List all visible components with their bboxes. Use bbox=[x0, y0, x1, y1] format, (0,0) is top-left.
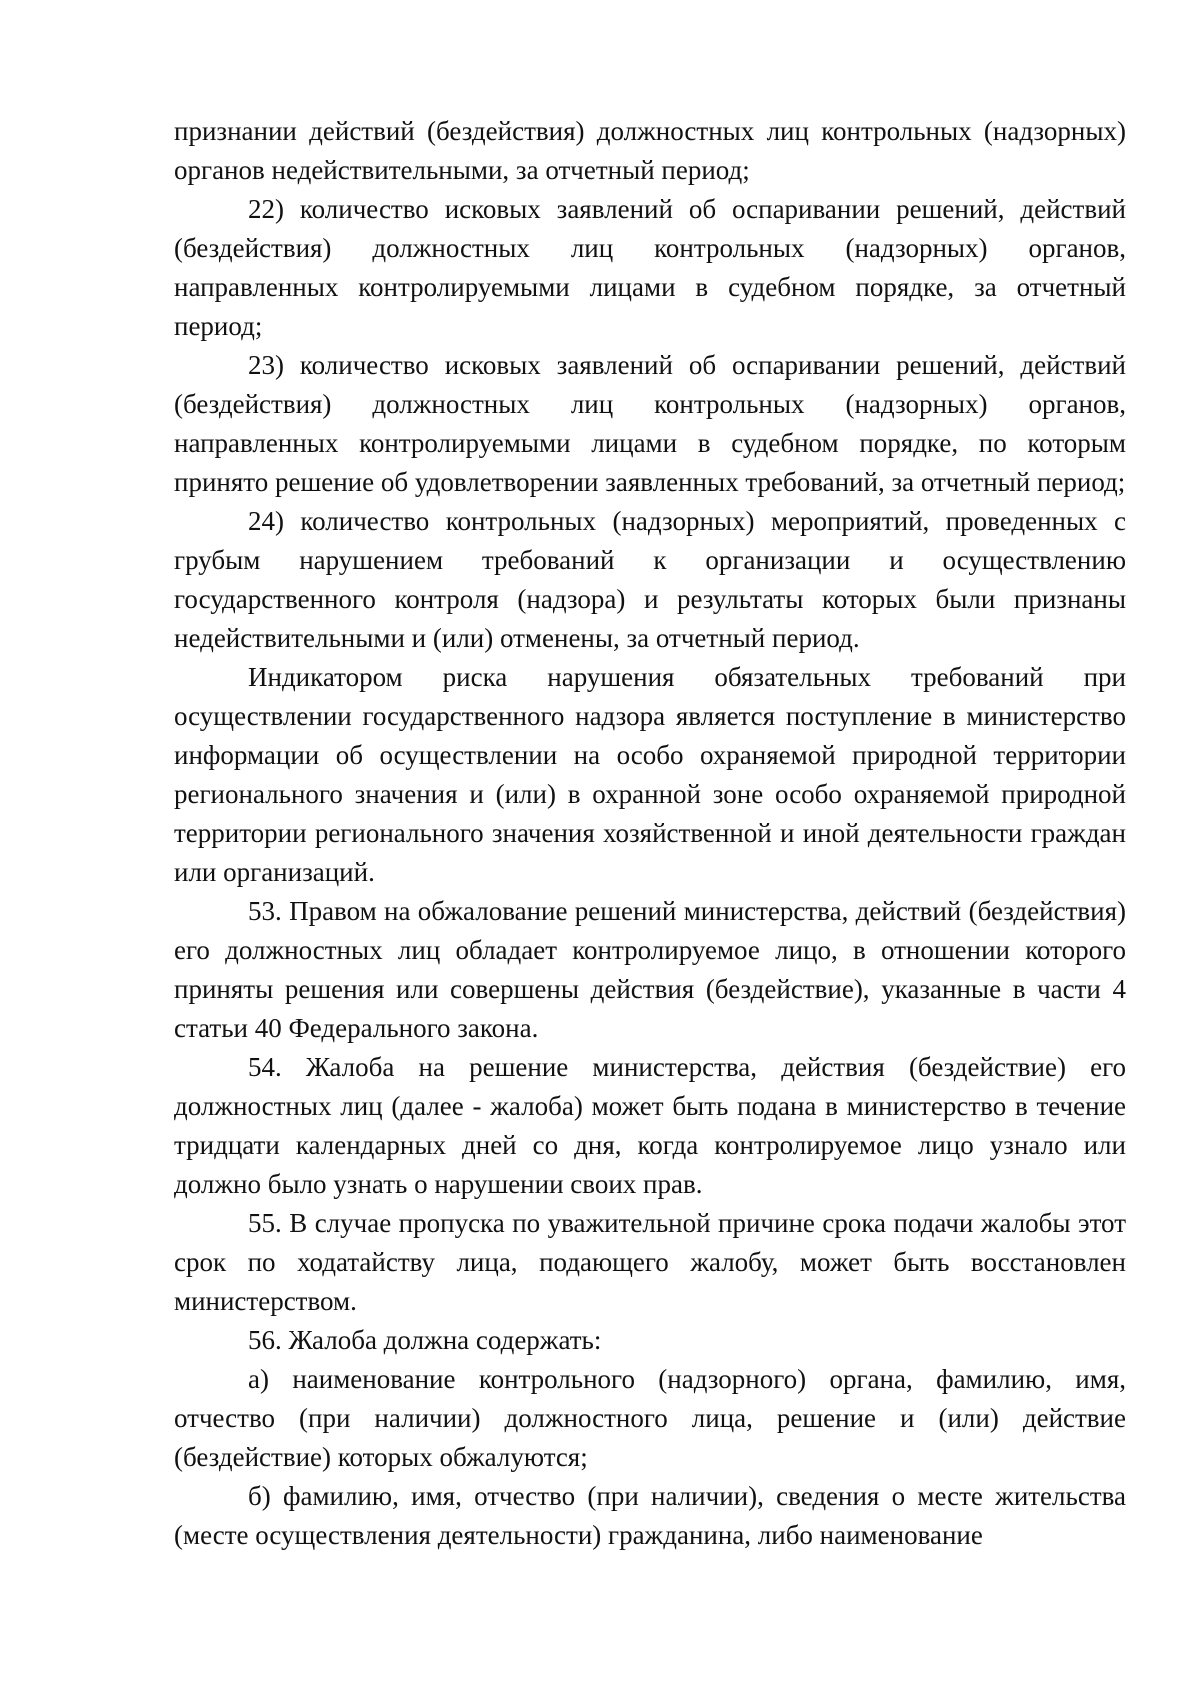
paragraph-item-24: 24) количество контрольных (надзорных) мероприятий, проведенных с грубым нарушением требований к организации и осуществлению государственного контроля (надзора) и результаты которых были признаны недействительными и (или) отменены, за отчетный период. bbox=[174, 506, 1126, 653]
paragraph-56-a: а) наименование контрольного (надзорного) органа, фамилию, имя, отчество (при наличии) должностного лица, решение и (или) действие (бездействие) которых обжалуются; bbox=[174, 1364, 1126, 1472]
document-page bbox=[174, 112, 1126, 1555]
paragraph-risk-indicator: Индикатором риска нарушения обязательных требований при осуществлении государственного надзора является поступление в министерство информации об осуществлении на особо охраняемой природной территории регионального значения и (или) в охранной зоне особо охраняемой природной территории регионального значения хозяйственной и иной деятельности граждан или организаций. bbox=[174, 662, 1126, 887]
paragraph-55: 55. В случае пропуска по уважительной причине срока подачи жалобы этот срок по ходатайству лица, подающего жалобу, может быть восстановлен министерством. bbox=[174, 1208, 1126, 1316]
paragraph-56: 56. Жалоба должна содержать: bbox=[248, 1325, 602, 1355]
paragraph-item-23: 23) количество исковых заявлений об оспаривании решений, действий (бездействия) должностных лиц контрольных (надзорных) органов, направленных контролируемыми лицами в судебном порядке, по которым принято решение об удовлетворении заявленных требований, за отчетный период; bbox=[174, 350, 1126, 497]
paragraph-56-b: б) фамилию, имя, отчество (при наличии), сведения о месте жительства (месте осуществления деятельности) гражданина, либо наименование bbox=[174, 1481, 1126, 1550]
paragraph-continuation: признании действий (бездействия) должностных лиц контрольных (надзорных) органов недействительными, за отчетный период; bbox=[174, 116, 1126, 185]
paragraph-53: 53. Правом на обжалование решений министерства, действий (бездействия) его должностных лиц обладает контролируемое лицо, в отношении которого приняты решения или совершены действия (бездействие), указанные в части 4 статьи 40 Федерального закона. bbox=[174, 896, 1126, 1043]
paragraph-54: 54. Жалоба на решение министерства, действия (бездействие) его должностных лиц (далее - жалоба) может быть подана в министерство в течение тридцати календарных дней со дня, когда контролируемое лицо узнало или должно было узнать о нарушении своих прав. bbox=[174, 1052, 1126, 1199]
paragraph-item-22: 22) количество исковых заявлений об оспаривании решений, действий (бездействия) должностных лиц контрольных (надзорных) органов, направленных контролируемыми лицами в судебном порядке, за отчетный период; bbox=[174, 194, 1126, 341]
